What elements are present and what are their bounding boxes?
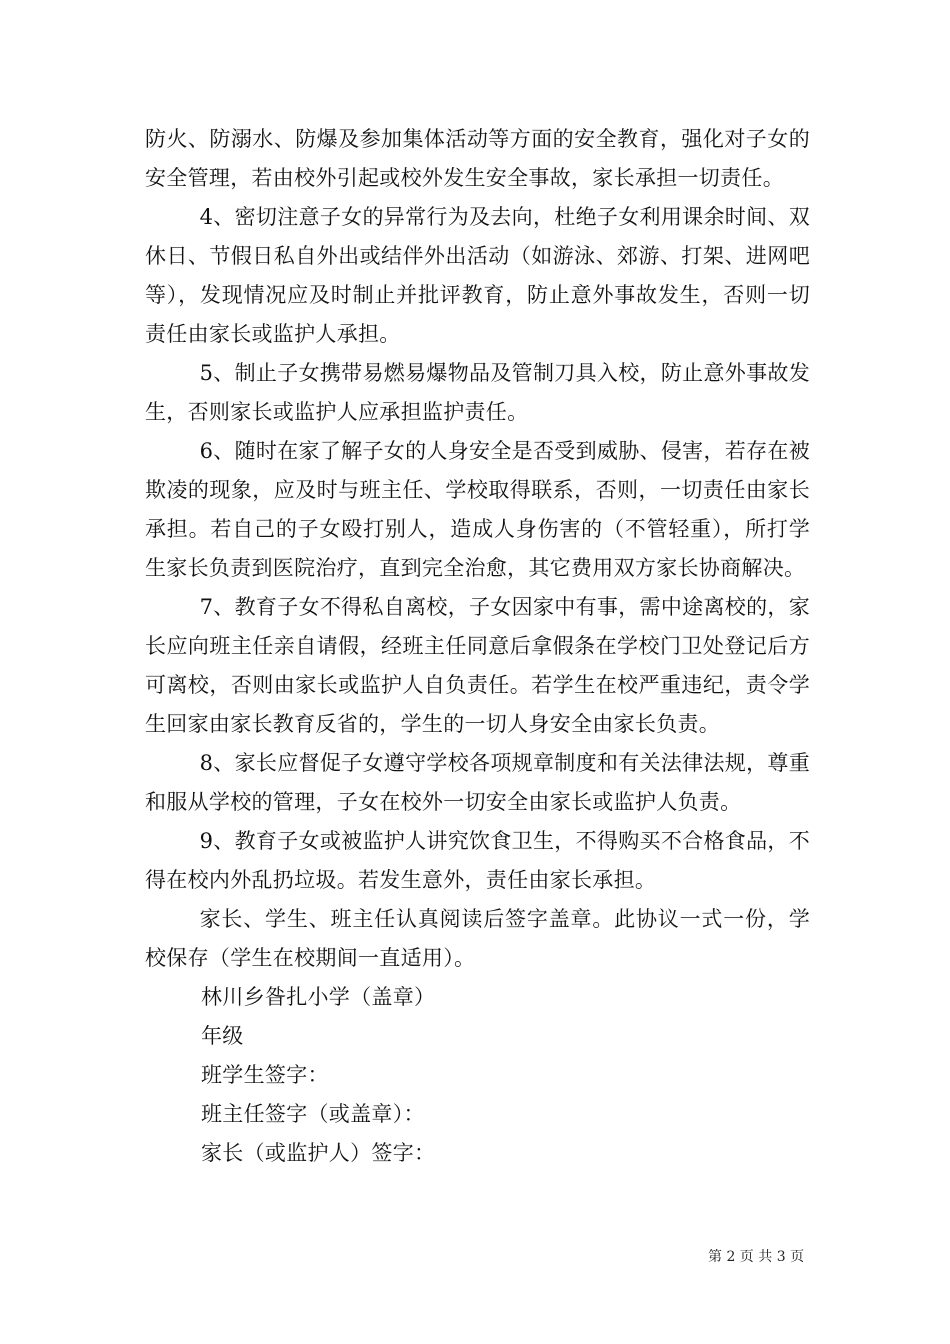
page-number: 第 2 页 共 3 页 <box>708 1249 805 1265</box>
paragraph-item-6: 6、随时在家了解子女的人身安全是否受到威胁、侵害，若存在被欺凌的现象，应及时与班主任、学校取得联系，否则，一切责任由家长承担。若自己的子女殴打别人，造成人身伤害的（不管轻重），所打学生家长负责到医院治疗，直到完全治愈，其它费用双方家长协商解决。 <box>145 439 810 580</box>
signature-head-teacher: 班主任签字（或盖章）： <box>201 1102 425 1126</box>
signature-parent: 家长（或监护人）签字： <box>201 1141 436 1165</box>
document-body <box>145 120 810 1173</box>
paragraph-item-5: 5、制止子女携带易燃易爆物品及管制刀具入校，防止意外事故发生，否则家长或监护人应承担监护责任。 <box>145 361 810 424</box>
signature-school-seal: 林川乡昝扎小学（盖章） <box>201 985 436 1009</box>
signature-student: 班学生签字： <box>201 1063 329 1087</box>
signature-grade: 年级 <box>201 1024 244 1048</box>
paragraph-item-7: 7、教育子女不得私自离校，子女因家中有事，需中途离校的，家长应向班主任亲自请假，经班主任同意后拿假条在学校门卫处登记后方可离校，否则由家长或监护人自负责任。若学生在校严重违纪，责令学生回家由家长教育反省的，学生的一切人身安全由家长负责。 <box>145 595 810 736</box>
paragraph-safety-education: 防火、防溺水、防爆及参加集体活动等方面的安全教育，强化对子女的安全管理，若由校外引起或校外发生安全事故，家长承担一切责任。 <box>145 127 810 190</box>
paragraph-item-9: 9、教育子女或被监护人讲究饮食卫生，不得购买不合格食品，不得在校内外乱扔垃圾。若发生意外，责任由家长承担。 <box>145 829 810 892</box>
paragraph-item-4: 4、密切注意子女的异常行为及去向，杜绝子女利用课余时间、双休日、节假日私自外出或结伴外出活动（如游泳、郊游、打架、进网吧等），发现情况应及时制止并批评教育，防止意外事故发生，否则一切责任由家长或监护人承担。 <box>145 205 810 346</box>
paragraph-item-8: 8、家长应督促子女遵守学校各项规章制度和有关法律法规，尊重和服从学校的管理，子女在校外一切安全由家长或监护人负责。 <box>145 751 810 814</box>
paragraph-closing-note: 家长、学生、班主任认真阅读后签字盖章。此协议一式一份，学校保存（学生在校期间一直适用）。 <box>145 907 810 970</box>
